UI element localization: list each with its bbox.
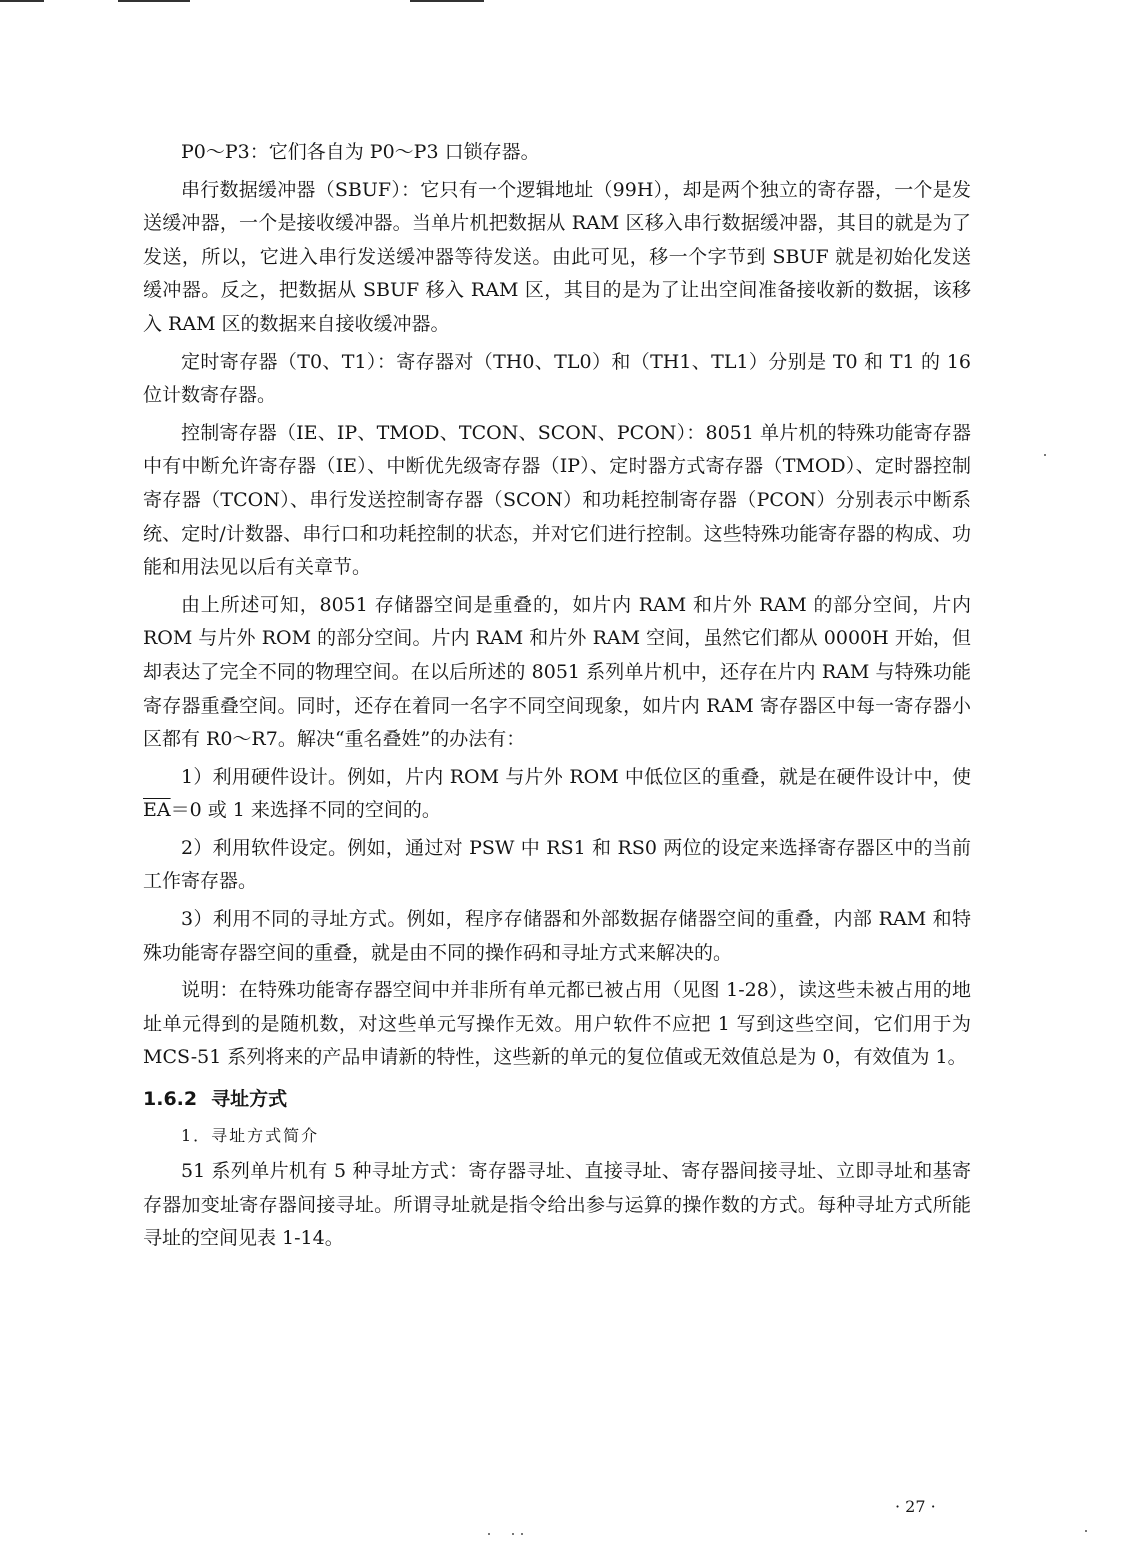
scan-speck (521, 1533, 523, 1535)
scan-speck (512, 1533, 514, 1535)
paragraph: P0～P3：它们各自为 P0～P3 口锁存器。 (181, 141, 540, 163)
paragraph: 串行数据缓冲器（SBUF）：它只有一个逻辑地址（99H），却是两个独立的寄存器，一个是发送缓冲器，一个是接收缓冲器。当单片机把数据从 RAM 区移入串行数据缓冲器，其目的就是为了发送，所以，它进入串行发送缓冲器等待发送。由此可见，移一个字节到 SBUF 就是初始化发送缓冲器。反之，把数据从 SBUF 移入 RAM 区，其目的是为了让出空间准备接收新的数据，该移入 RAM 区的数据来自接收缓冲器。 (143, 178, 971, 335)
list-item: 2）利用软件设定。例如，通过对 PSW 中 RS1 和 RS0 两位的设定来选择寄存器区中的当前工作寄存器。 (143, 836, 971, 893)
subsection-heading: 1．寻址方式简介 (181, 1126, 320, 1146)
list-item: 3）利用不同的寻址方式。例如，程序存储器和外部数据存储器空间的重叠，内部 RAM 和特殊功能寄存器空间的重叠，就是由不同的操作码和寻址方式来解决的。 (143, 908, 971, 964)
note-paragraph: 说明：在特殊功能寄存器空间中并非所有单元都已被占用（见图 1-28），读这些未被占用的地址单元得到的是随机数，对这些单元写操作无效。用户软件不应把 1 写到这些空间，它们用于为 MCS-51 系列将来的产品申请新的特性，这些新的单元的复位值或无效值总是为 0，有效值为 1。 (143, 979, 971, 1069)
item-text: ＝0 或 1 来选择不同的空间的。 (170, 799, 441, 822)
scan-speck (1085, 1530, 1087, 1532)
scan-edge-mark (0, 0, 44, 2)
page-body (143, 136, 971, 1256)
paragraph: 控制寄存器（IE、IP、TMOD、TCON、SCON、PCON）：8051 单片机的特殊功能寄存器中有中断允许寄存器（IE）、中断优先级寄存器（IP）、定时器方式寄存器（TMOD）、定时器控制寄存器（TCON）、串行发送控制寄存器（SCON）和功耗控制寄存器（PCON）分别表示中断系统、定时/计数器、串行口和功耗控制的状态，并对它们进行控制。这些特殊功能寄存器的构成、功能和用法见以后有关章节。 (143, 421, 971, 579)
scan-speck (1044, 454, 1046, 456)
scan-speck (488, 1533, 490, 1535)
list-item (143, 761, 971, 828)
scan-edge-mark (118, 0, 190, 2)
ea-signal: $\overline{EA}$ (143, 799, 171, 822)
paragraph: 定时寄存器（T0、T1）：寄存器对（TH0、TL0）和（TH1、TL1）分别是 T0 和 T1 的 16 位计数寄存器。 (143, 350, 971, 407)
page-number: · 27 · (895, 1497, 936, 1516)
paragraph: 51 系列单片机有 5 种寻址方式：寄存器寻址、直接寻址、寄存器间接寻址、立即寻址和基寄存器加变址寄存器间接寻址。所谓寻址就是指令给出参与运算的操作数的方式。每种寻址方式所能寻址的空间见表 1-14。 (143, 1160, 971, 1250)
paragraph: 由上所述可知，8051 存储器空间是重叠的，如片内 RAM 和片外 RAM 的部分空间，片内 ROM 与片外 ROM 的部分空间。片内 RAM 和片外 RAM 空间，虽然它们都从 0000H 开始，但却表达了完全不同的物理空间。在以后所述的 8051 系列单片机中，还存在片内 RAM 与特殊功能寄存器重叠空间。同时，还存在着同一名字不同空间现象，如片内 RAM 寄存器区中每一寄存器小区都有 R0～R7。解决“重名叠姓”的办法有： (143, 593, 971, 751)
section-heading (143, 1081, 971, 1117)
scan-edge-mark (410, 0, 484, 2)
section-number: 1.6.2 (143, 1088, 198, 1111)
item-text: 1）利用硬件设计。例如，片内 ROM 与片外 ROM 中低位区的重叠，就是在硬件设计中，使 (181, 765, 971, 788)
section-title: 寻址方式 (211, 1088, 288, 1111)
